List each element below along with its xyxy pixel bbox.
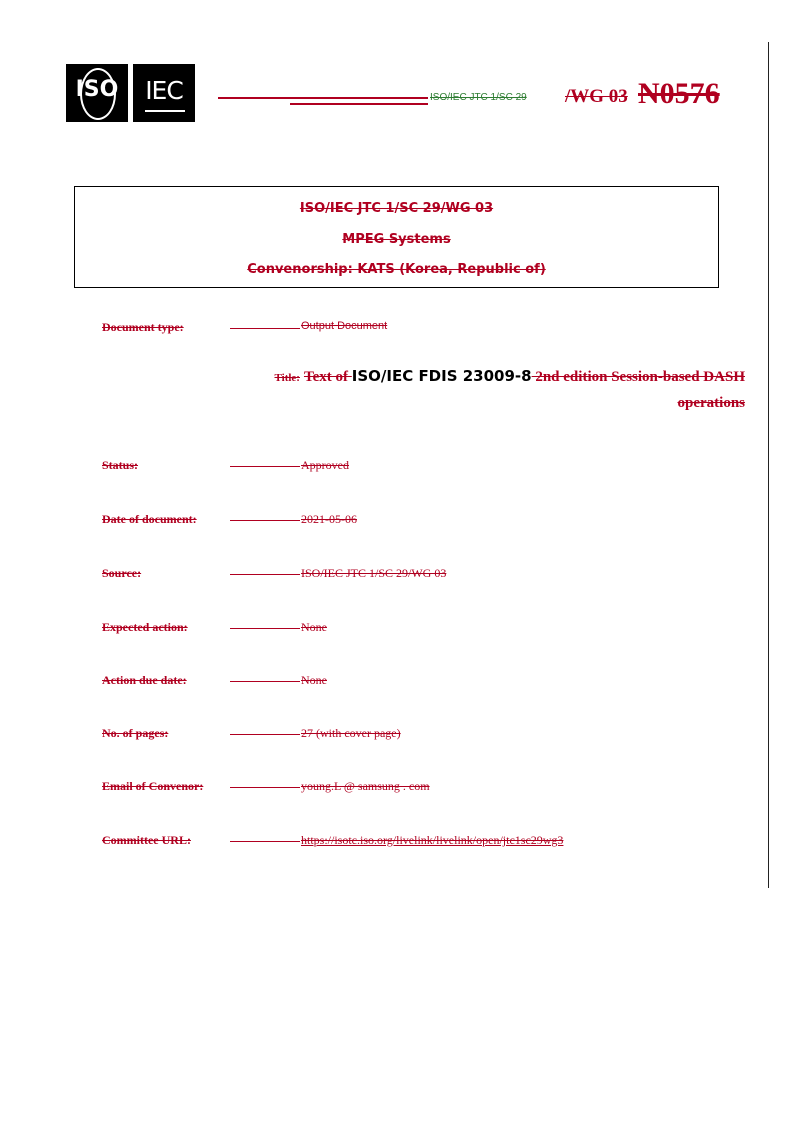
title-main: ISO/IEC FDIS 23009-8 [351,367,532,385]
committee-name: ISO/IEC JTC 1/SC 29/WG 03 [299,201,494,216]
source-label: Source: [102,566,300,581]
committee-group: MPEG Systems [342,232,451,247]
document-type-value: Output Document [301,320,388,332]
date-value: 2021-05-06 [301,512,357,526]
header-working-group: /WG 03 [565,86,628,107]
iso-logo-text: ISO [75,77,119,102]
header-rule-bottom [290,103,428,105]
action-due-date-value: None [301,673,327,687]
pages-label: No. of pages: [102,726,300,741]
source-value: ISO/IEC JTC 1/SC 29/WG 03 [301,566,447,580]
document-type-label: Document type: [102,320,300,335]
title-prefix: Text of [303,369,352,385]
status-label: Status: [102,458,300,473]
committee-url-label: Committee URL: [102,833,300,848]
title-second-line: operations [677,395,745,411]
title-label: Title: [274,372,300,384]
date-label: Date of document: [102,512,300,527]
status-value: Approved [301,458,349,472]
page-margin-rule [768,42,769,888]
action-due-date-label: Action due date: [102,673,300,688]
expected-action-label: Expected action: [102,620,300,635]
pages-value: 27 (with cover page) [301,726,401,740]
document-number: N0576 [638,77,720,110]
iec-logo-underline [145,110,185,112]
iec-logo-text: IEC [145,76,183,105]
header-committee-ref: ISO/IEC JTC 1/SC 29 [430,92,527,103]
document-title [275,367,745,386]
convenorship: Convenorship: KATS (Korea, Republic of) [247,262,546,277]
convenor-email-value: young.L @ samsung . com [301,779,430,793]
iso-logo [66,64,128,122]
header-rule-top [218,97,428,99]
committee-box [74,186,719,288]
iec-logo [133,64,195,122]
expected-action-value: None [301,620,327,634]
committee-url-link[interactable]: https://isotc.iso.org/livelink/livelink/open/jtc1sc29wg3 [301,833,564,847]
convenor-email-label: Email of Convenor: [102,779,300,794]
title-suffix: 2nd edition Session-based DASH [531,369,745,385]
